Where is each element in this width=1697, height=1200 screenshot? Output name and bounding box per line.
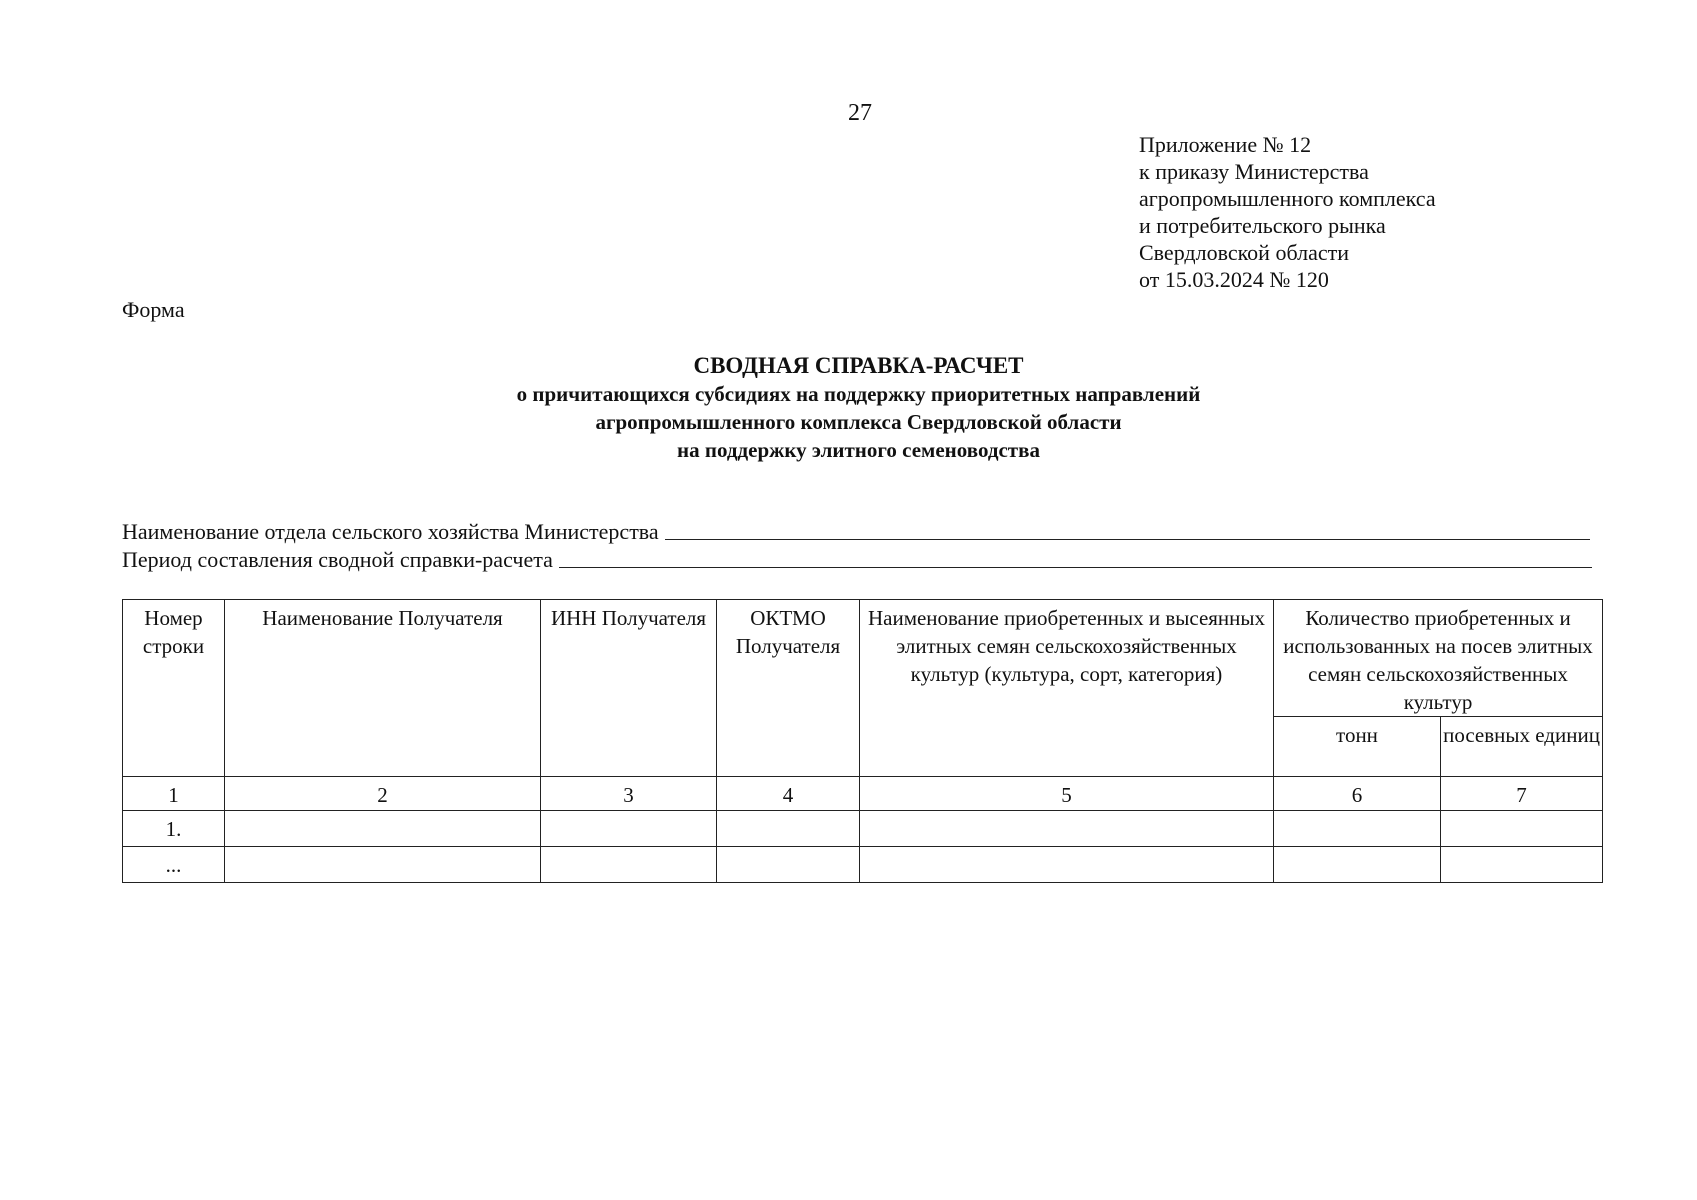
header-recipient-name: Наименование Получателя <box>225 600 541 777</box>
column-number: 7 <box>1441 777 1603 811</box>
table-cell[interactable]: ... <box>123 847 225 883</box>
table-row <box>123 847 1603 883</box>
appendix-line: агропромышленного комплекса <box>1139 186 1436 211</box>
period-label: Период составления сводной справки-расчета <box>122 547 553 572</box>
header-row-number: Номер строки <box>123 600 225 777</box>
appendix-line: Свердловской области <box>1139 240 1349 265</box>
table-cell[interactable]: 1. <box>123 811 225 847</box>
table-cell[interactable] <box>860 811 1274 847</box>
table-cell[interactable] <box>225 811 541 847</box>
title-line-3: агропромышленного комплекса Свердловской области <box>595 410 1122 434</box>
title-line-2: о причитающихся субсидиях на поддержку приоритетных направлений <box>516 382 1201 406</box>
appendix-line: Приложение № 12 <box>1139 132 1312 157</box>
table-cell[interactable] <box>860 847 1274 883</box>
appendix-line: и потребительского рынка <box>1139 213 1386 238</box>
title-line-4: на поддержку элитного семеноводства <box>677 438 1040 462</box>
table-row <box>123 811 1603 847</box>
column-number: 2 <box>225 777 541 811</box>
table-cell[interactable] <box>1274 811 1441 847</box>
period-blank[interactable] <box>559 549 1592 568</box>
department-field <box>122 519 1590 545</box>
table-cell[interactable] <box>1441 847 1603 883</box>
header-inn: ИНН Получателя <box>541 600 717 777</box>
header-sowing-units: посевных единиц <box>1441 717 1603 777</box>
department-label: Наименование отдела сельского хозяйства Министерства <box>122 519 659 544</box>
header-oktmo: ОКТМО Получателя <box>717 600 860 777</box>
form-label: Форма <box>122 297 185 322</box>
period-field <box>122 547 1592 573</box>
table-cell[interactable] <box>1441 811 1603 847</box>
column-number-row <box>123 777 1603 811</box>
subsidy-table <box>122 599 1603 883</box>
table-cell[interactable] <box>541 811 717 847</box>
column-number: 3 <box>541 777 717 811</box>
department-blank[interactable] <box>665 521 1590 540</box>
header-quantity: Количество приобретенных и использованных на посев элитных семян сельскохозяйственных культур <box>1274 600 1603 717</box>
document-title <box>0 352 1697 464</box>
table-cell[interactable] <box>541 847 717 883</box>
table-cell[interactable] <box>225 847 541 883</box>
column-number: 1 <box>123 777 225 811</box>
appendix-line: к приказу Министерства <box>1139 159 1369 184</box>
header-tons: тонн <box>1274 717 1441 777</box>
page-number: 27 <box>848 100 872 126</box>
table-cell[interactable] <box>717 811 860 847</box>
appendix-block <box>1139 131 1436 293</box>
title-main: СВОДНАЯ СПРАВКА-РАСЧЕТ <box>693 353 1024 378</box>
header-row <box>123 600 1603 717</box>
column-number: 5 <box>860 777 1274 811</box>
header-seeds-name: Наименование приобретенных и высеянных элитных семян сельскохозяйственных культур (культура, сорт, категория) <box>860 600 1274 777</box>
column-number: 6 <box>1274 777 1441 811</box>
appendix-line: от 15.03.2024 № 120 <box>1139 267 1329 292</box>
table-cell[interactable] <box>717 847 860 883</box>
column-number: 4 <box>717 777 860 811</box>
table-cell[interactable] <box>1274 847 1441 883</box>
